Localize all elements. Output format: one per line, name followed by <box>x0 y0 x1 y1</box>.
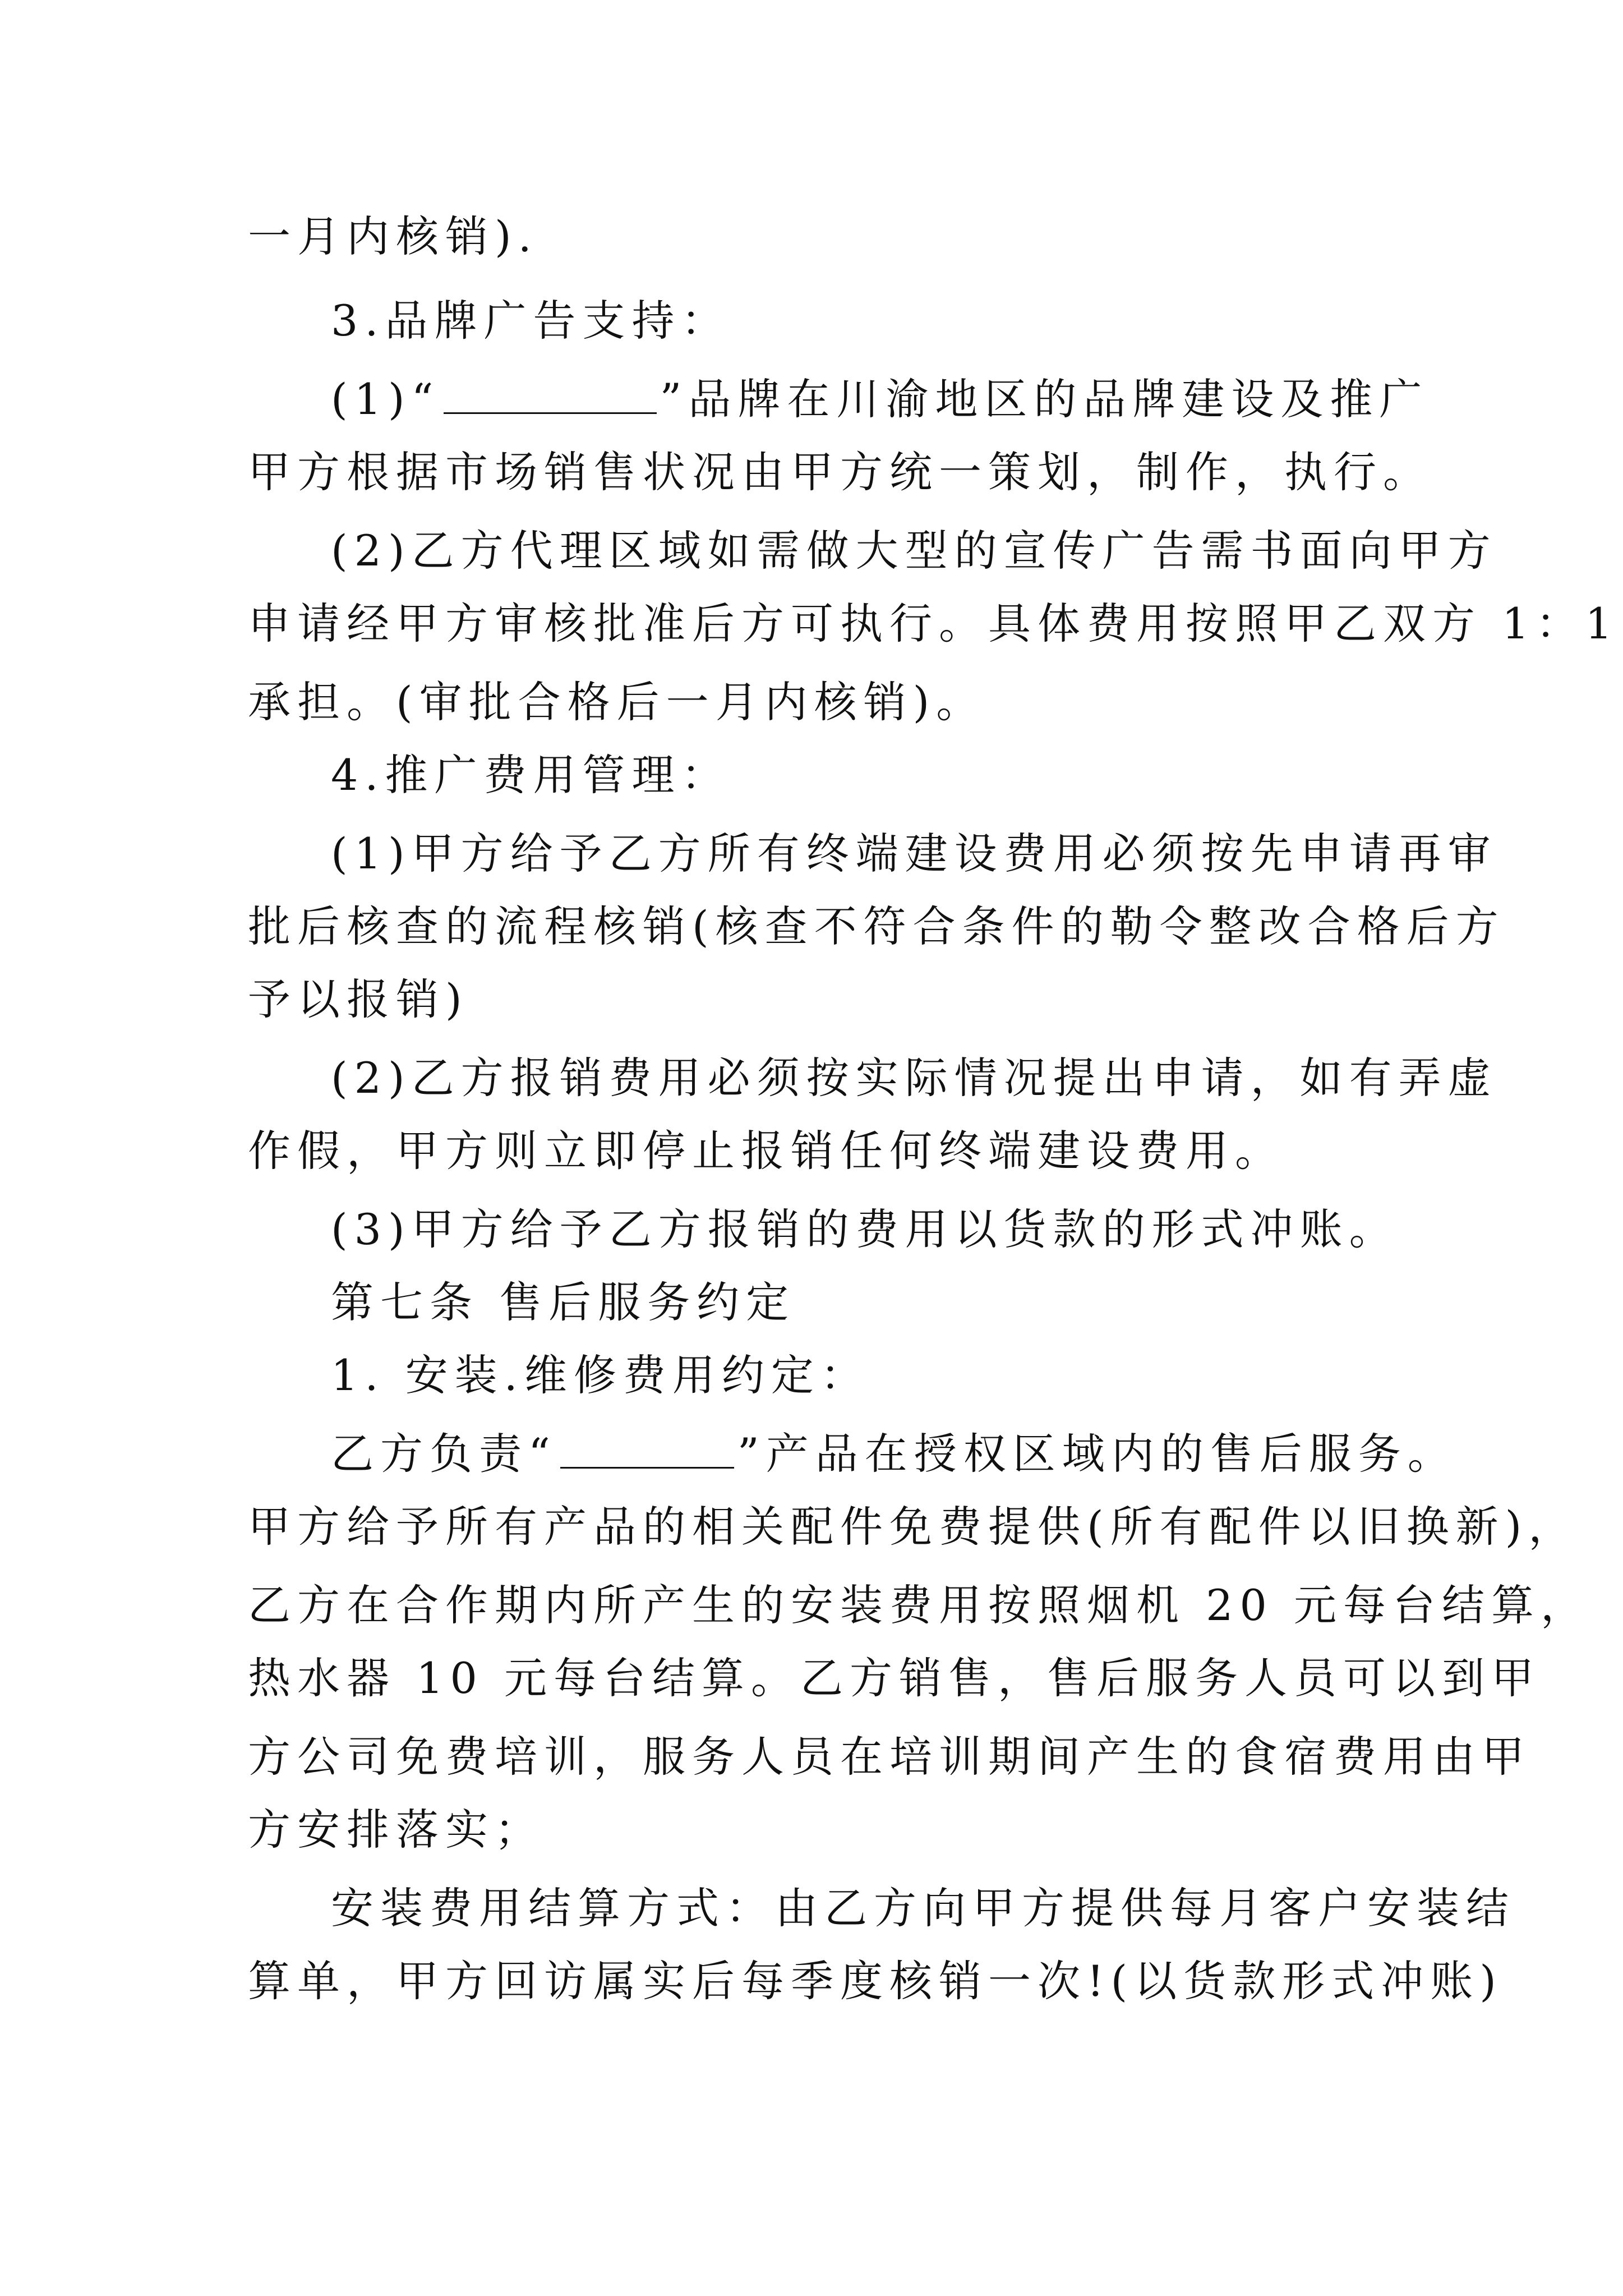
subsection-heading: 1. 安装.维修费用约定： <box>331 1350 870 1400</box>
section-heading: 第七条 售后服务约定 <box>331 1277 796 1327</box>
text-line: 承担。(审批合格后一月内核销)。 <box>248 677 986 727</box>
text-line: 方公司免费培训，服务人员在培训期间产生的食宿费用由甲 <box>248 1732 1531 1782</box>
text-line: 热水器 10 元每台结算。乙方销售，售后服务人员可以到甲 <box>248 1653 1541 1703</box>
text-fragment: ”品牌在川渝地区的品牌建设及推广 <box>660 374 1429 424</box>
text-line: 予以报销) <box>248 974 469 1024</box>
section-heading: 4.推广费用管理： <box>331 750 731 800</box>
text-line <box>331 371 1428 427</box>
text-line: 安装费用结算方式：由乙方向甲方提供每月客户安装结 <box>331 1883 1515 1933</box>
text-line: 申请经甲方审核批准后方可执行。具体费用按照甲乙双方 1：1 <box>248 599 1619 648</box>
text-line: (2)乙方报销费用必须按实际情况提出申请，如有弄虚 <box>331 1053 1497 1103</box>
text-line: 甲方根据市场销售状况由甲方统一策划，制作，执行。 <box>248 447 1432 497</box>
text-line: (2)乙方代理区域如需做大型的宣传广告需书面向甲方 <box>331 526 1497 576</box>
section-heading: 3.品牌广告支持： <box>331 296 731 346</box>
fill-in-blank <box>560 1428 734 1469</box>
text-line: 方安排落实； <box>248 1805 544 1855</box>
text-line: 算单，甲方回访属实后每季度核销一次!(以货款形式冲账) <box>248 1956 1503 2006</box>
text-line: 作假，甲方则立即停止报销任何终端建设费用。 <box>248 1126 1284 1176</box>
fill-in-blank <box>444 373 657 414</box>
text-line: 乙方在合作期内所产生的安装费用按照烟机 20 元每台结算， <box>248 1580 1590 1630</box>
text-line: (1)甲方给予乙方所有终端建设费用必须按先申请再审 <box>331 829 1497 878</box>
text-fragment: (1)“ <box>331 374 440 424</box>
text-line: 甲方给予所有产品的相关配件免费提供(所有配件以旧换新)， <box>248 1502 1578 1552</box>
text-fragment: 乙方负责“ <box>331 1429 557 1479</box>
text-fragment: ”产品在授权区域内的售后服务。 <box>737 1429 1457 1479</box>
text-line: 批后核查的流程核销(核查不符合条件的勒令整改合格后方 <box>248 901 1505 951</box>
text-line <box>331 1426 1457 1482</box>
text-line: 一月内核销). <box>248 211 538 261</box>
text-line: (3)甲方给予乙方报销的费用以货款的形式冲账。 <box>331 1204 1399 1254</box>
